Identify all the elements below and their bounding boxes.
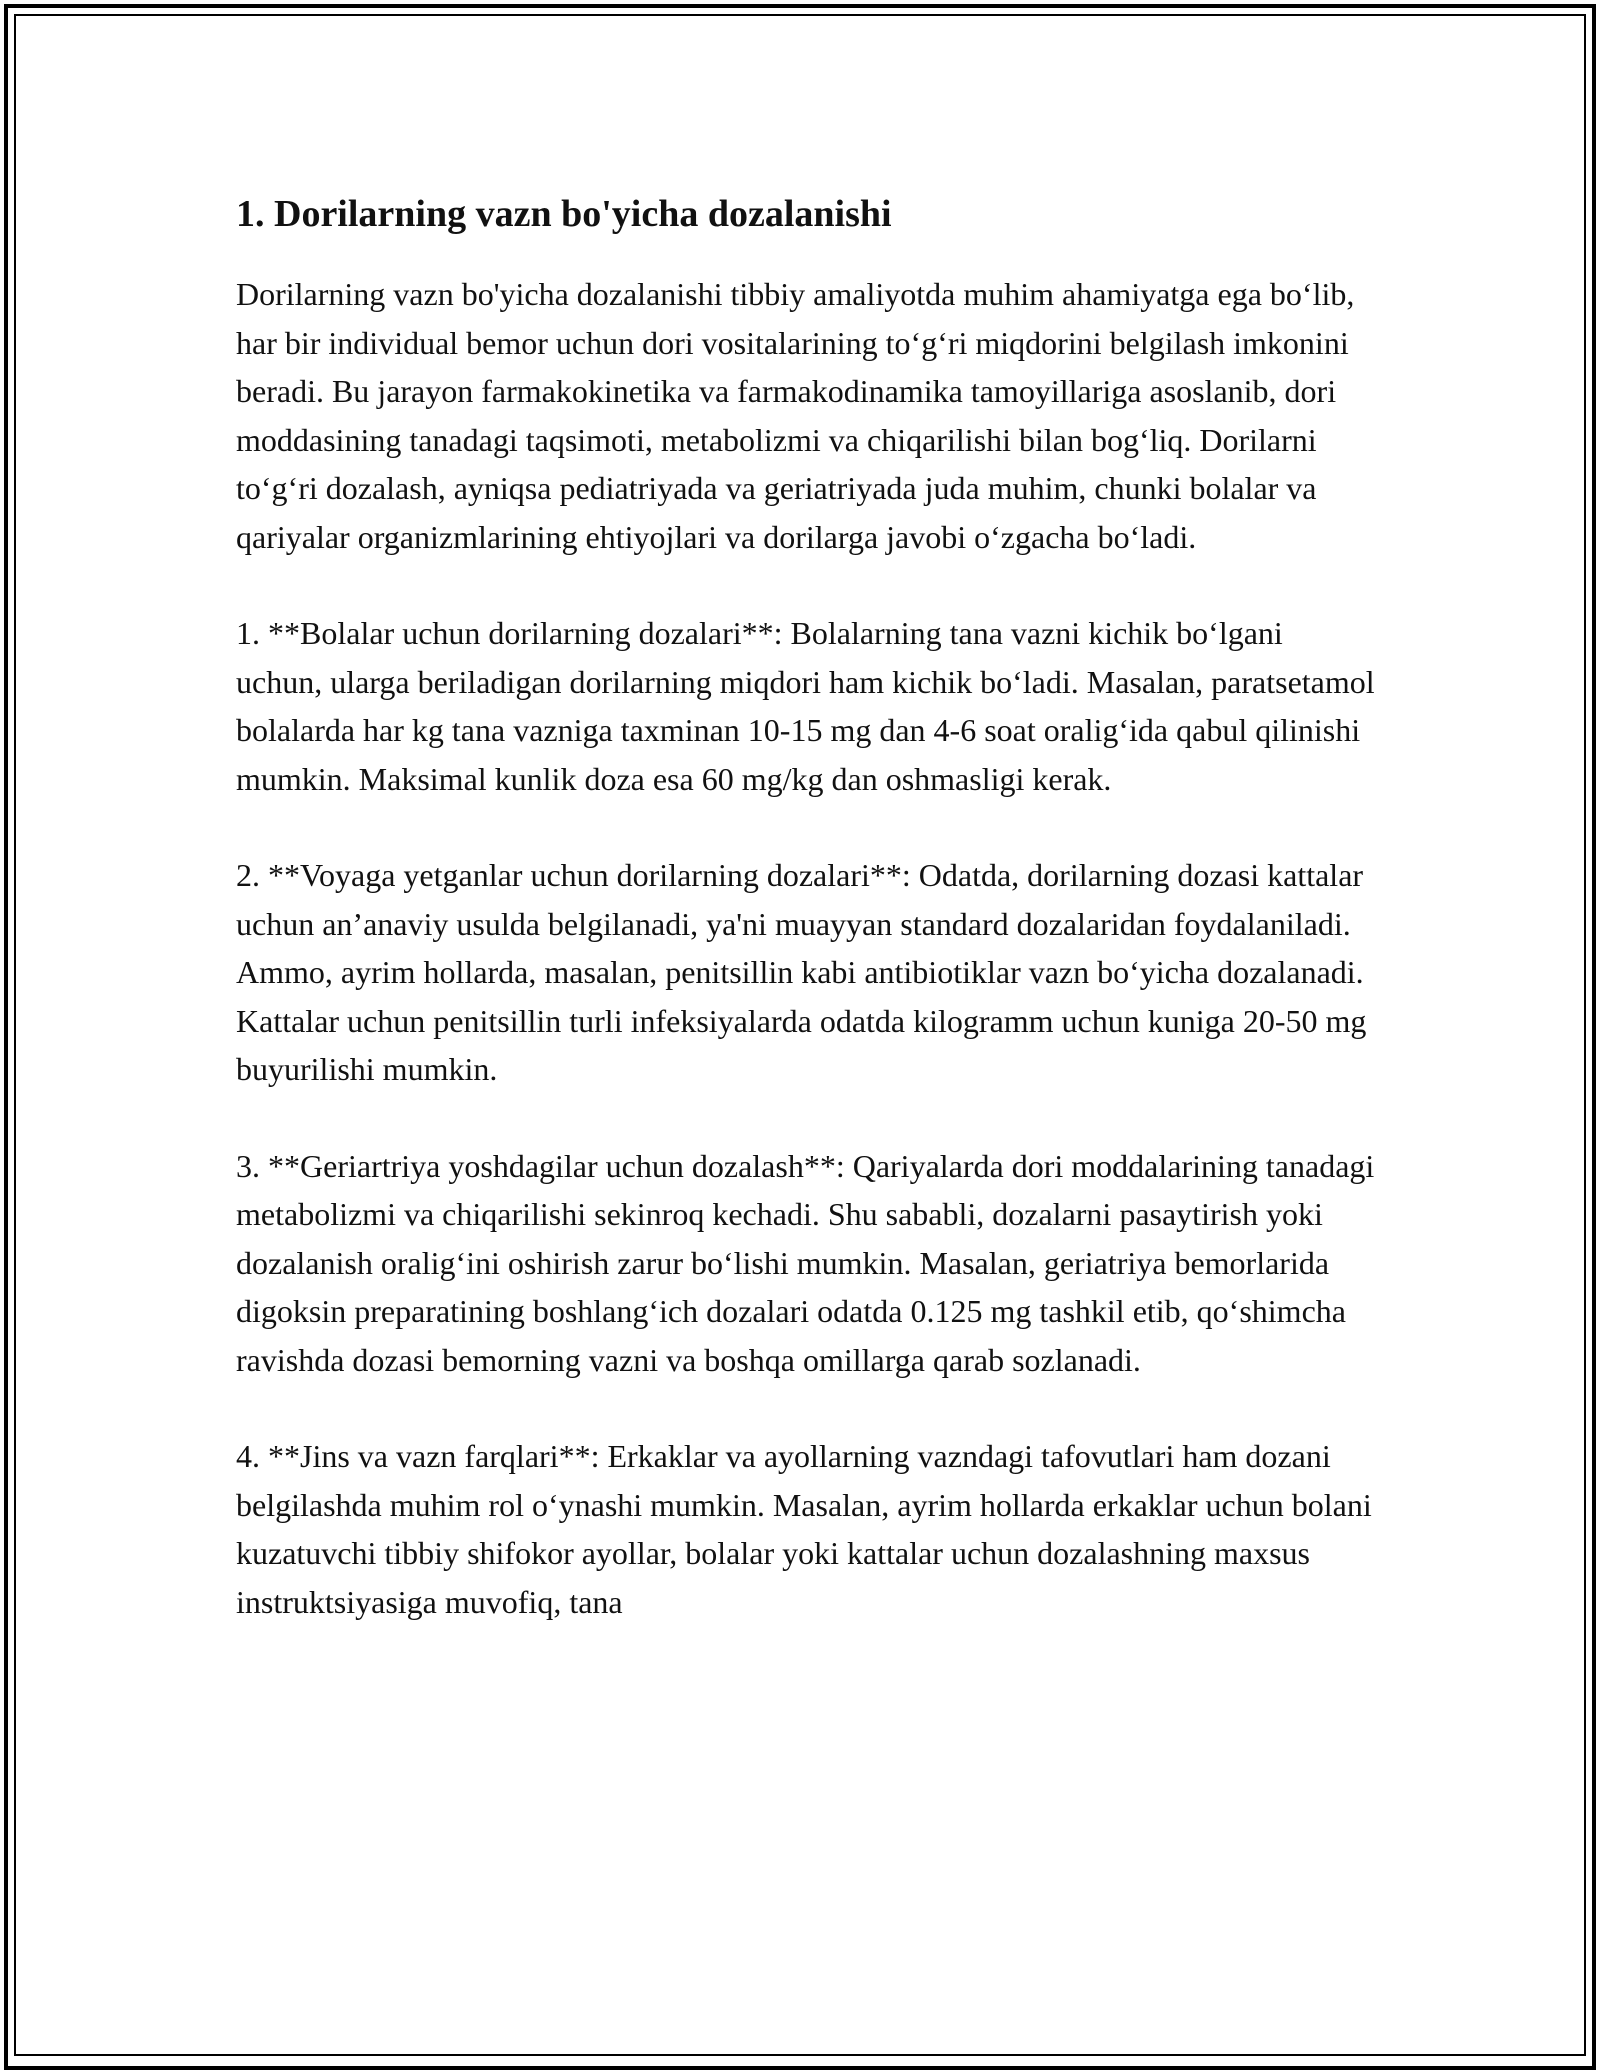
section-heading: 1. Dorilarning vazn bo'yicha dozalanishi [236, 193, 892, 235]
paragraph-geriatric-dosage: 3. **Geriartriya yoshdagilar uchun dozalash**: Qariyalarda dori moddalarining tanadagi metabolizmi va chiqarilishi sekinroq kechadi. Shu sababli, dozalarni pasaytirish yoki dozalanish oralig‘ini oshirish zarur bo‘lishi mumkin. Masalan, geriatriya bemorlarida digoksin preparatining boshlang‘ich dozalari odatda 0.125 mg tashkil etib, qo‘shimcha ravishda dozasi bemorning vazni va boshqa omillarga qarab sozlanadi. [236, 1147, 1375, 1378]
intro-paragraph: Dorilarning vazn bo'yicha dozalanishi tibbiy amaliyotda muhim ahamiyatga ega bo‘lib, har bir individual bemor uchun dori vositalarining to‘g‘ri miqdorini belgilash imkonini beradi. Bu jarayon farmakokinetika va farmakodinamika tamoyillariga asoslanib, dori moddasining tanadagi taqsimoti, metabolizmi va chiqarilishi bilan bog‘liq. Dorilarni to‘g‘ri dozalash, ayniqsa pediatriyada va geriatriyada juda muhim, chunki bolalar va qariyalar organizmlarining ehtiyojlari va dorilarga javobi o‘zgacha bo‘ladi. [236, 276, 1355, 555]
paragraph-children-dosage: 1. **Bolalar uchun dorilarning dozalari**: Bolalarning tana vazni kichik bo‘lgani uchun, ularga beriladigan dorilarning miqdori ham kichik bo‘ladi. Masalan, paratsetamol bolalarda har kg tana vazniga taxminan 10-15 mg dan 4-6 soat oralig‘ida qabul qilinishi mumkin. Maksimal kunlik doza esa 60 mg/kg dan oshmasligi kerak. [236, 615, 1375, 797]
paragraph-gender-weight: 4. **Jins va vazn farqlari**: Erkaklar va ayollarning vazndagi tafovutlari ham dozani belgilashda muhim rol o‘ynashi mumkin. Masalan, ayrim hollarda erkaklar uchun bolani kuzatuvchi tibbiy shifokor ayollar, bolalar yoki kattalar uchun dozalashning maxsus instruktsiyasiga muvofiq, tana [236, 1438, 1372, 1620]
paragraph-adult-dosage: 2. **Voyaga yetganlar uchun dorilarning dozalari**: Odatda, dorilarning dozasi kattalar uchun an’anaviy usulda belgilanadi, ya'ni muayyan standard dozalaridan foydalaniladi. Ammo, ayrim hollarda, masalan, penitsillin kabi antibiotiklar vazn bo‘yicha dozalanadi. Kattalar uchun penitsillin turli infeksiyalarda odatda kilogramm uchun kuniga 20-50 mg buyurilishi mumkin. [236, 857, 1367, 1087]
document-body [236, 186, 1376, 1674]
